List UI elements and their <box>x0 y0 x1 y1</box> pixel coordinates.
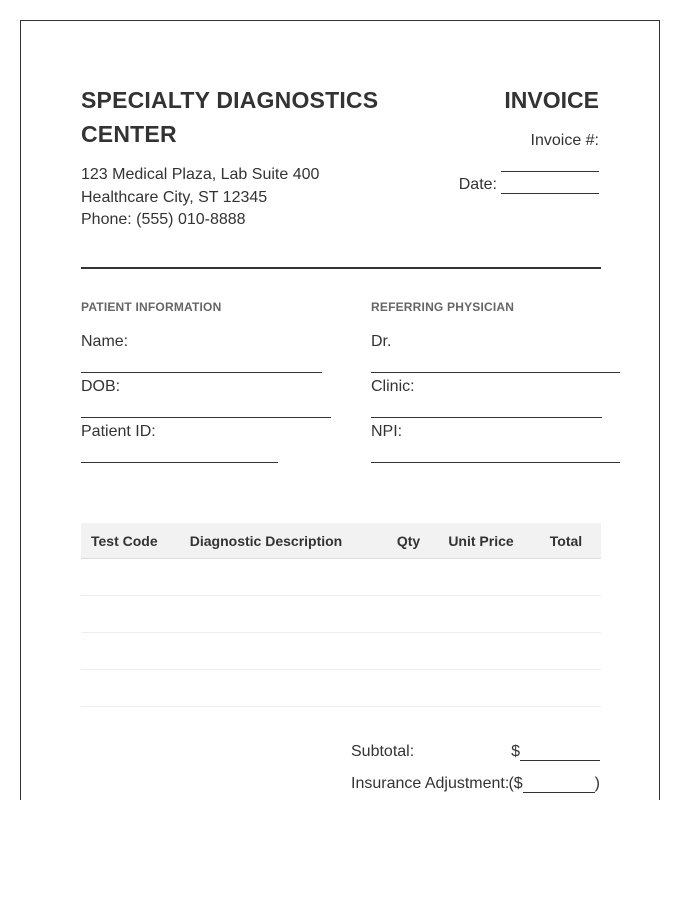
insurance-adjustment-label: Insurance Adjustment: <box>351 775 510 792</box>
table-row[interactable] <box>81 596 601 633</box>
cell-description[interactable] <box>166 596 366 633</box>
invoice-date-row <box>459 176 599 194</box>
table-header-row <box>81 523 601 559</box>
cell-total[interactable] <box>531 596 601 633</box>
cell-test-code[interactable] <box>81 559 166 596</box>
subtotal-value <box>511 743 600 761</box>
cell-total[interactable] <box>531 633 601 670</box>
cell-test-code[interactable] <box>81 670 166 707</box>
col-header-unit-price: Unit Price <box>431 523 531 559</box>
col-header-total: Total <box>531 523 601 559</box>
invoice-date-label: Date: <box>458 176 497 193</box>
subtotal-label: Subtotal: <box>351 743 415 760</box>
invoice-title: INVOICE <box>504 87 599 113</box>
patient-dob-field[interactable] <box>81 417 331 418</box>
physician-npi-label: NPI: <box>371 423 403 440</box>
table-row[interactable] <box>81 670 601 707</box>
patient-name-label: Name: <box>81 333 129 350</box>
cell-unit-price[interactable] <box>431 633 531 670</box>
subtotal-currency: $ <box>511 743 520 760</box>
patient-id-field[interactable] <box>81 462 278 463</box>
address-line-1: 123 Medical Plaza, Lab Suite 400 <box>81 166 320 183</box>
company-name: SPECIALTY DIAGNOSTICS CENTER <box>81 87 379 147</box>
cell-unit-price[interactable] <box>431 559 531 596</box>
insurance-adjustment-prefix: ($ <box>508 775 523 792</box>
line-items-table <box>81 523 601 707</box>
cell-qty[interactable] <box>366 670 431 707</box>
col-header-qty: Qty <box>366 523 431 559</box>
cell-description[interactable] <box>166 559 366 596</box>
table-row[interactable] <box>81 633 601 670</box>
insurance-adjustment-suffix: ) <box>594 775 600 792</box>
patient-info-heading: PATIENT INFORMATION <box>81 300 222 314</box>
address-line-2: Healthcare City, ST 12345 <box>81 188 268 206</box>
col-header-test-code: Test Code <box>81 523 166 559</box>
col-header-description: Diagnostic Description <box>166 523 366 559</box>
cell-qty[interactable] <box>366 559 431 596</box>
invoice-sheet <box>20 20 660 800</box>
invoice-number-field[interactable] <box>501 171 599 172</box>
cell-qty[interactable] <box>366 633 431 670</box>
patient-dob-label: DOB: <box>81 378 121 395</box>
patient-id-label: Patient ID: <box>81 423 156 440</box>
insurance-adjustment-field[interactable] <box>523 776 595 793</box>
cell-description[interactable] <box>166 670 366 707</box>
cell-unit-price[interactable] <box>431 670 531 707</box>
cell-test-code[interactable] <box>81 596 166 633</box>
cell-unit-price[interactable] <box>431 596 531 633</box>
header-divider <box>81 267 601 269</box>
physician-clinic-label: Clinic: <box>371 378 415 395</box>
invoice-number-label: Invoice #: <box>530 132 599 149</box>
cell-description[interactable] <box>166 633 366 670</box>
cell-total[interactable] <box>531 670 601 707</box>
physician-clinic-field[interactable] <box>371 417 602 418</box>
physician-name-field[interactable] <box>371 372 620 373</box>
company-phone: Phone: (555) 010-8888 <box>81 211 246 228</box>
company-address <box>81 164 319 232</box>
patient-name-field[interactable] <box>81 372 322 373</box>
cell-test-code[interactable] <box>81 633 166 670</box>
cell-qty[interactable] <box>366 596 431 633</box>
invoice-date-field[interactable] <box>501 177 599 194</box>
subtotal-field[interactable] <box>520 744 600 761</box>
physician-dr-label: Dr. <box>371 333 392 350</box>
physician-npi-field[interactable] <box>371 462 620 463</box>
cell-total[interactable] <box>531 559 601 596</box>
table-row[interactable] <box>81 559 601 596</box>
physician-heading: REFERRING PHYSICIAN <box>371 300 515 314</box>
insurance-adjustment-value <box>508 775 600 793</box>
